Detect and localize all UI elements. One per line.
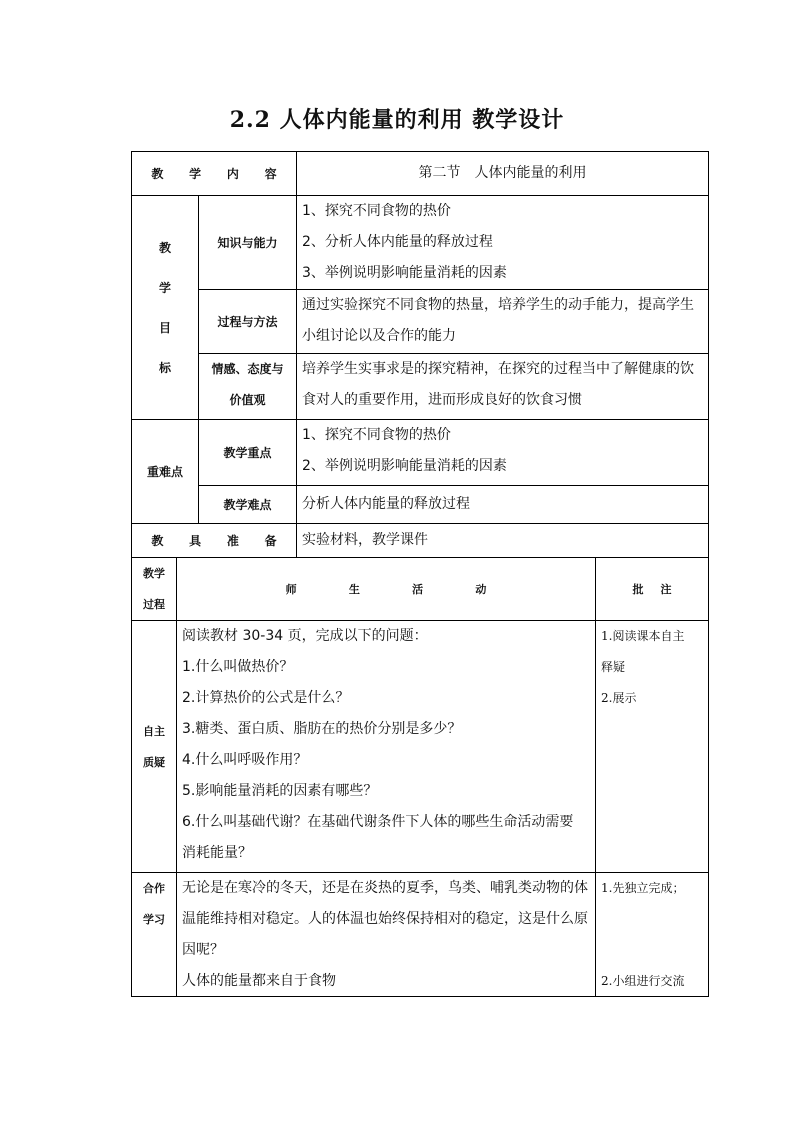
content-value: 第二节 人体内能量的利用	[418, 165, 587, 181]
cooperative-label-line: 学习	[143, 913, 165, 926]
knowledge-items	[302, 196, 706, 289]
difficulty-text: 分析人体内能量的释放过程	[302, 496, 470, 512]
self-study-notes	[601, 621, 707, 714]
text-line: 6.什么叫基础代谢？在基础代谢条件下人体的哪些生命活动需要	[182, 814, 574, 830]
self-study-content	[182, 621, 594, 869]
process-text: 通过实验探究不同食物的热量，培养学生的动手能力，提高学生小组讨论以及合作的能力	[302, 297, 694, 344]
note-line: 1.阅读课本自主	[601, 629, 685, 643]
preparation-label-text: 教 具 准 备	[151, 534, 288, 548]
note-line: 释疑	[601, 660, 626, 674]
list-item: 2、举例说明影响能量消耗的因素	[302, 458, 507, 474]
self-study-label-line: 质疑	[143, 755, 165, 769]
text-line: 1.什么叫做热价？	[182, 659, 294, 675]
key-points-label: 重难点	[146, 465, 183, 479]
focus-items	[302, 420, 706, 482]
knowledge-label: 知识与能力	[217, 236, 278, 250]
process-label: 过程与方法	[217, 315, 278, 329]
difficulty-label: 教学难点	[223, 498, 272, 512]
column-divider	[595, 557, 596, 996]
content-label	[132, 152, 296, 195]
cooperative-label-line: 合作	[143, 882, 165, 895]
text-line: 无论是在寒冷的冬天，还是在炎热的夏季，鸟类、哺乳类动物的体	[182, 880, 588, 896]
emotion-label-line: 情感、态度与	[211, 362, 284, 376]
text-line: 人体的能量都来自于食物	[182, 973, 336, 989]
notes-header	[596, 558, 708, 620]
focus-label: 教学重点	[223, 446, 272, 460]
cooperative-content	[182, 873, 594, 997]
self-study-label-line: 自主	[143, 724, 165, 738]
process-header-label-line: 教学	[143, 567, 165, 580]
text-line: 5.影响能量消耗的因素有哪些？	[182, 783, 378, 799]
emotion-label	[199, 354, 296, 419]
process-header-label	[132, 558, 176, 620]
preparation-label	[132, 524, 296, 557]
cooperative-note-1: 1.先独立完成；	[601, 881, 685, 895]
content-label-text: 教 学 内 容	[151, 167, 288, 181]
note-line: 2.展示	[601, 691, 637, 705]
text-line: 4.什么叫呼吸作用？	[182, 752, 308, 768]
text-line: 3.糖类、蛋白质、脂肪在的热价分别是多少？	[182, 721, 462, 737]
notes-header-text: 批 注	[632, 583, 679, 596]
cooperative-label	[132, 873, 176, 935]
objectives-label-char: 目	[158, 320, 171, 335]
list-item: 3、举例说明影响能量消耗的因素	[302, 265, 507, 281]
activity-header-text: 师 生 活 动	[285, 583, 511, 596]
column-divider	[176, 557, 177, 996]
process-header-label-line: 过程	[143, 598, 165, 611]
column-divider	[296, 151, 297, 557]
text-line: 消耗能量？	[182, 845, 252, 861]
preparation-value: 实验材料，教学课件	[302, 532, 428, 548]
page-title: 2.2 人体内能量的利用 教学设计	[229, 107, 565, 133]
emotion-label-line: 价值观	[229, 393, 266, 407]
objectives-label-char: 教	[158, 240, 171, 255]
text-line: 因呢？	[182, 942, 224, 958]
text-line: 温能维持相对稳定。人的体温也始终保持相对的稳定，这是什么原	[182, 911, 588, 927]
text-line: 阅读教材 30-34 页，完成以下的问题：	[182, 628, 428, 644]
activity-header	[177, 558, 595, 620]
table-border-right	[708, 151, 709, 997]
cooperative-note-2: 2.小组进行交流	[601, 974, 685, 988]
emotion-text: 培养学生实事求是的探究精神，在探究的过程当中了解健康的饮食对人的重要作用，进而形成良好的饮食习惯	[302, 361, 694, 408]
list-item: 1、探究不同食物的热价	[302, 427, 451, 443]
self-study-label	[132, 621, 176, 872]
text-line: 2.计算热价的公式是什么？	[182, 690, 350, 706]
objectives-label-char: 学	[158, 280, 171, 295]
list-item: 1、探究不同食物的热价	[302, 203, 451, 219]
objectives-label	[132, 196, 198, 419]
objectives-label-char: 标	[158, 360, 171, 375]
list-item: 2、分析人体内能量的释放过程	[302, 234, 493, 250]
